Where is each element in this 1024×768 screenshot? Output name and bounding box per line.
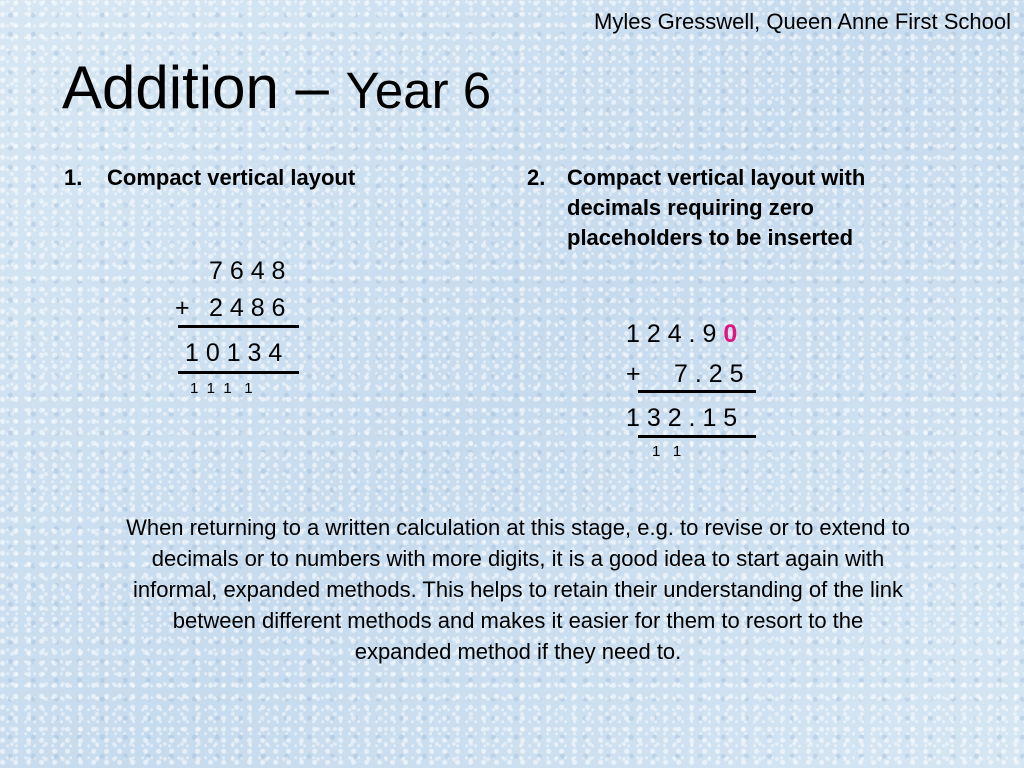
calc1-rule-top [178,325,299,328]
calc2-second-number: 7 . 2 5 [674,360,744,388]
title-year: Year 6 [345,62,492,119]
section1-heading [64,163,355,193]
calc2-plus: + [626,360,641,388]
author-credit: Myles Gresswell, Queen Anne First School [594,9,1011,34]
section1-number: 1. [64,165,83,190]
calc1-rule-bottom [178,371,299,374]
section2-number: 2. [527,165,546,190]
calc1-second-number: 2 4 8 6 [209,294,286,322]
section1-heading-text: Compact vertical layout [107,165,356,190]
calc2-carries: 1 1 [652,443,682,460]
calc2-top-row [626,322,737,347]
section2-heading-text: Compact vertical layout with decimals requiring zero placeholders to be inserted [567,165,866,250]
explanation-paragraph: When returning to a written calculation at this stage, e.g. to revise or to extend to decimals or to numbers with more digits, it is a good idea to start again with informal, expanded methods. This helps to retain their understanding of the link between different methods and makes it easier for them to resort to the expanded method if they need to. [126,515,910,664]
section2-heading [527,163,867,253]
calc1-carries: 1 1 1 1 [190,380,253,397]
calc2-zero-placeholder: 0 [723,320,738,348]
calc1-plus: + [175,294,190,322]
calc2-rule-bottom [638,435,756,438]
calc2-result: 1 3 2 . 1 5 [626,404,738,432]
calc2-rule-top [638,390,756,393]
title-main: Addition – [62,54,346,121]
calc1-top-number: 7 6 4 8 [209,257,286,285]
calc2-top-number: 1 2 4 . 9 [626,320,717,348]
calc1-result: 1 0 1 3 4 [185,339,283,367]
slide-title [62,54,492,121]
